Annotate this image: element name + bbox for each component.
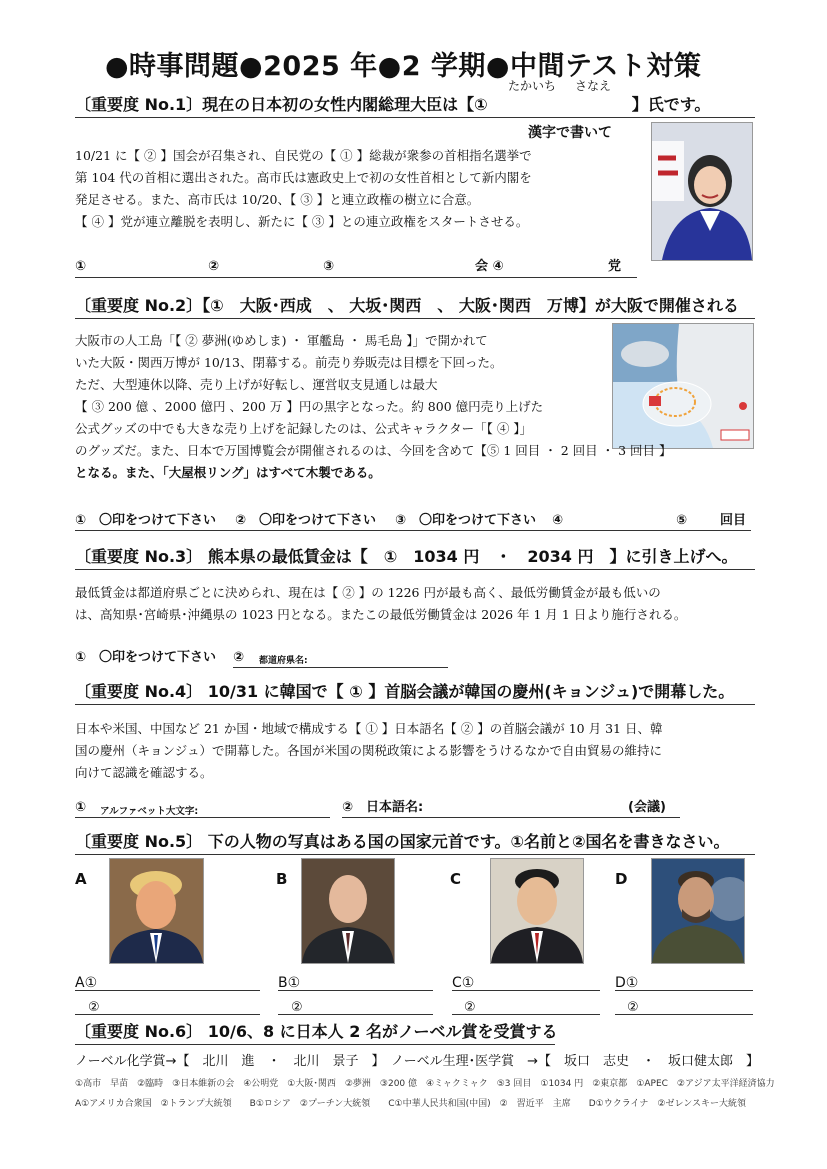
portrait-a [109,858,204,964]
q2-answer-5[interactable]: ⑤ [676,513,688,528]
q5-answer-c1-label: C① [452,975,475,991]
q4-answer-2-line[interactable] [342,799,680,818]
q4-line: 向けて認識を確認する。 [75,765,213,780]
q2-answer-4[interactable]: ④ [552,513,564,528]
q1-line: 【 ④ 】党が連立離脱を表明し、新たに【 ③ 】との連立政権をスタートさせる。 [75,214,529,229]
q4-heading: 〔重要度 No.4〕 10/31 に韓国で【 ① 】首脳会議が韓国の慶州(キョンジュ)で開幕した。 [75,682,755,705]
q5-heading: 〔重要度 No.5〕 下の人物の写真はある国の国家元首です。①名前と②国名を書きなさい。 [75,832,755,855]
q2-answer-5-suffix: 回目 [720,513,747,528]
q4-answer-2-suffix: (会議) [628,800,666,815]
q5-answer-b1-label: B① [278,975,301,991]
q2-line: 【 ③ 200 億 、2000 億円 、200 万 】円の黒字となった。約 800 億円売り上げた [75,399,544,414]
q4-answer-1-line[interactable] [75,799,330,818]
q5-answer-d2[interactable] [615,996,753,1015]
q5-answer-c2-label: ② [464,1000,476,1015]
q2-answer-3[interactable]: ③ 〇印をつけて下さい [395,513,537,528]
q4-line: 日本や米国、中国など 21 か国・地域で構成する【 ① 】日本語名【 ② 】の首脳会議が 10 月 31 日、韓 [75,721,663,736]
q2-answer-2[interactable]: ② 〇印をつけて下さい [235,513,377,528]
q5-answer-a2[interactable] [75,996,260,1015]
q1-line: 発足させる。また、高市氏は 10/20、【 ③ 】と連立政権の樹立に合意。 [75,192,480,207]
q3-answer-2: ② [233,650,245,665]
person-letter-a: A [75,870,87,888]
q6-heading: 〔重要度 No.6〕 10/6、8 に日本人 2 名がノーベル賞を受賞する [75,1022,555,1045]
q3-line: 最低賃金は都道府県ごとに決められ、現在は【 ② 】の 1226 円が最も高く、最低労働賃金が最も低いの [75,585,661,600]
q3-body [75,582,686,626]
q5-answer-a1[interactable] [75,972,260,991]
q1-heading: 〔重要度 No.1〕現在の日本初の女性内閣総理大臣は【① 】氏です。 [75,95,755,118]
portrait-b-illustration [302,859,394,963]
q3-answer-2-label: 都道府県名: [259,656,308,666]
q1-answer-2[interactable]: ② [208,259,220,274]
q1-body [75,145,532,233]
answer-key-line-1: ①高市 早苗 ②臨時 ③日本維新の会 ④公明党 ①大阪･関西 ②夢洲 ③200 億 ④ミャクミャク ⑤3 回目 ①1034 円 ②東京都 ①APEC ②アジア太平洋経済協力 [75,1079,775,1089]
q5-answer-d2-label: ② [627,1000,639,1015]
q1-answer-1[interactable]: ① [75,259,87,274]
q4-answer-2: ② 日本語名: [342,800,424,815]
portrait-illustration [652,123,752,260]
takaichi-photo [651,122,753,261]
q1-line: 第 104 代の首相に選出された。高市氏は憲政史上で初の女性首相として新内閣を [75,170,532,185]
q3-answer-1[interactable]: ① 〇印をつけて下さい [75,650,217,665]
portrait-b [301,858,395,964]
answer-key-line-2: A①アメリカ合衆国 ②トランプ大統領 B①ロシア ②プーチン大統領 C①中華人民共和国(中国) ② 習近平 主席 D①ウクライナ ②ゼレンスキー大統領 [75,1099,747,1109]
q1-answer-line [75,258,637,278]
q2-answer-1[interactable]: ① 〇印をつけて下さい [75,513,217,528]
q2-line: のグッズだ。また、日本で万国博覧会が開催されるのは、今回を含めて【⑤ 1 回目 ・ 2 回目 ・ 3 回目 】 [75,443,672,458]
q3-heading: 〔重要度 No.3〕 熊本県の最低賃金は【 ① 1034 円 ・ 2034 円 】に引き上げへ。 [75,547,755,570]
q4-answer-1: ① [75,800,87,815]
q3-line: は、高知県･宮崎県･沖縄県の 1023 円となる。またこの最低労働賃金は 2026 年 1 月 1 日より施行される。 [75,607,687,622]
q2-heading: 〔重要度 No.2〕【① 大阪･西成 、 大坂･関西 、 大阪･関西 万博】が大阪で開催される [75,296,755,319]
q5-answer-c1[interactable] [452,972,600,991]
q2-answer-line [75,512,751,531]
q1-line: 10/21 に【 ② 】国会が召集され、自民党の【 ① 】総裁が衆参の首相指名選挙で [75,148,532,163]
q1-kanji-note: 漢字で書いて [528,125,612,141]
portrait-c [490,858,584,964]
q5-answer-b1[interactable] [278,972,433,991]
q3-answer-2-line[interactable] [233,649,448,668]
person-letter-b: B [276,870,288,888]
portrait-a-illustration [110,859,203,963]
q5-answer-d1-label: D① [615,975,639,991]
q5-answer-d1[interactable] [615,972,753,991]
q5-answer-b2[interactable] [278,996,433,1015]
q2-line: となる。また、「大屋根リング」はすべて木製である。 [75,465,381,480]
q2-line: ただ、大型連休以降、売り上げが好転し、運営収支見通しは最大 [75,377,438,392]
q6-line: ノーベル化学賞→【 北川 進 ・ 北川 景子 】 ノーベル生理･医学賞 →【 坂口 志史 ・ 坂口健太郎 】 [75,1054,760,1069]
q2-line: 大阪市の人工島「【 ② 夢洲(ゆめしま) ・ 軍艦島 ・ 馬毛島 】」で開かれて [75,333,488,348]
q5-answer-a2-label: ② [88,1000,100,1015]
person-letter-d: D [615,870,628,888]
q2-line: いた大阪・関西万博が 10/13、閉幕する。前売り券販売は目標を下回った。 [75,355,503,370]
q5-answer-b2-label: ② [291,1000,303,1015]
portrait-c-illustration [491,859,583,963]
q5-answer-c2[interactable] [452,996,600,1015]
portrait-d-illustration [652,859,744,963]
q2-body [75,330,672,484]
q2-line: 公式グッズの中でも大きな売り上げを記録したのは、公式キャラクター「【 ④ 】」 [75,421,533,436]
q1-answer-3[interactable]: ③ [323,259,335,274]
q4-body [75,718,662,784]
page-title: ●時事問題●2025 年●2 学期●中間テスト対策 [105,51,702,82]
q1-answer-party: 党 [608,259,622,274]
q4-line: 国の慶州（キョンジュ）で開幕した。各国が米国の関税政策による影響をうけるなかで自由貿易の維持に [75,743,662,758]
portrait-d [651,858,745,964]
ruby-takaichi: たかいち [508,79,557,93]
q1-answer-4[interactable]: 会 ④ [475,259,504,274]
q4-answer-1-label: アルファベット大文字: [100,806,199,817]
person-letter-c: C [450,870,462,888]
q5-answer-a1-label: A① [75,975,98,991]
ruby-sanae: さなえ [575,79,612,93]
